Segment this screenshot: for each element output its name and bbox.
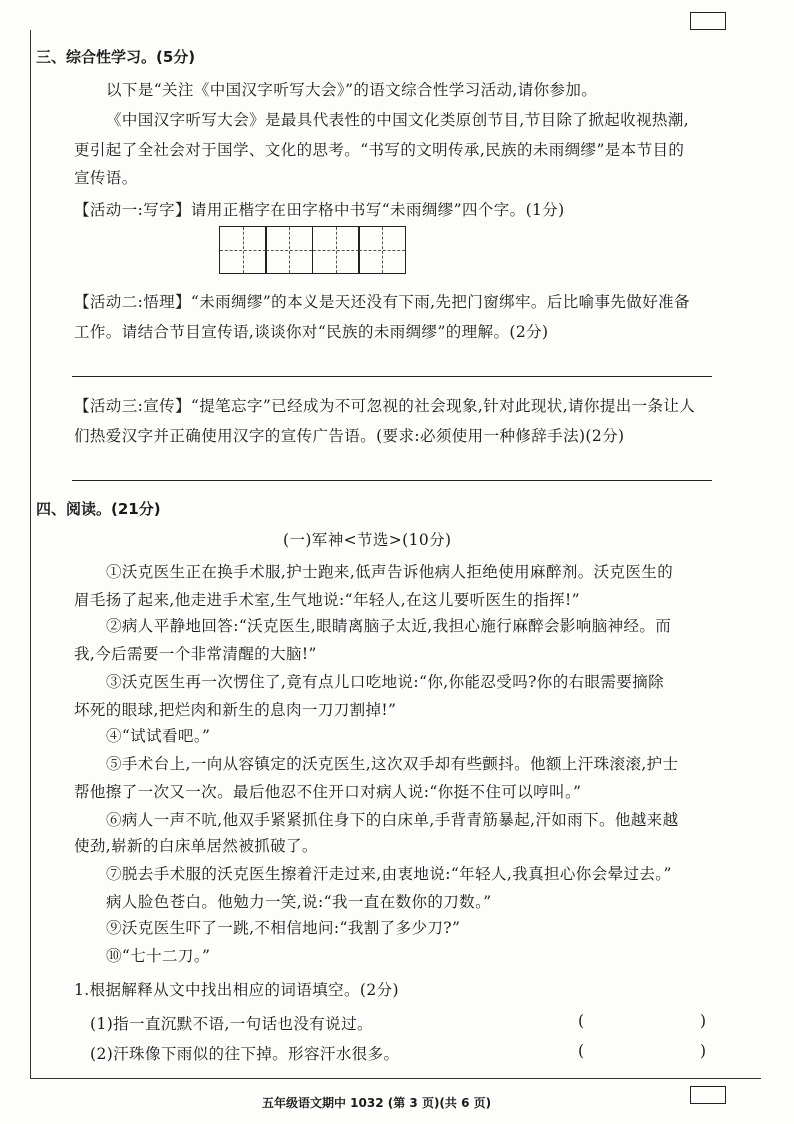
question1-item2: (2)汗珠像下雨似的往下掉。形容汗水很多。	[90, 1045, 400, 1063]
question1-prompt: 1.根据解释从文中找出相应的词语填空。(2分)	[74, 981, 399, 999]
activity2-prompt-line2: 工作。请结合节目宣传语,谈谈你对“民族的未雨绸缪”的理解。(2分)	[74, 323, 549, 341]
section4-heading: 四、阅读。(21分)	[36, 500, 161, 518]
section3-heading: 三、综合性学习。(5分)	[36, 48, 196, 66]
section3-intro: 以下是“关注《中国汉字听写大会》”的语文综合性学习活动,请你参加。	[106, 81, 598, 99]
section3-paragraph-line2: 更引起了全社会对于国学、文化的思考。“书写的文明传承,民族的未雨绸缪”是本节目的	[74, 141, 685, 159]
activity3-answer-line[interactable]	[72, 480, 712, 481]
activity3-prompt-line1: 【活动三:宣传】“提笔忘字”已经成为不可忽视的社会现象,针对此现状,请你提出一条让人	[74, 397, 696, 415]
answer-blank-close[interactable]: )	[700, 1012, 707, 1030]
page-footer: 五年级语文期中 1032 (第 3 页)(共 6 页)	[262, 1096, 492, 1110]
passage-line: 坏死的眼球,把烂肉和新生的息肉一刀刀割掉!”	[74, 701, 397, 719]
tianzige-cell[interactable]	[265, 226, 313, 274]
activity2-answer-line[interactable]	[72, 376, 712, 377]
question1-item1: (1)指一直沉默不语,一句话也没有说过。	[90, 1015, 373, 1033]
section3-paragraph-line3: 宣传语。	[74, 169, 138, 187]
score-box-top	[690, 12, 726, 30]
passage-line: ⑦脱去手术服的沃克医生擦着汗走过来,由衷地说:“年轻人,我真担心你会晕过去。”	[106, 865, 672, 883]
tianzige-grid[interactable]	[220, 226, 406, 274]
passage-line: 使劲,崭新的白床单居然被抓破了。	[74, 837, 318, 855]
passage-line: 我,今后需要一个非常清醒的大脑!”	[74, 645, 317, 663]
activity2-prompt-line1: 【活动二:悟理】“未雨绸缪”的本义是天还没有下雨,先把门窗绑牢。后比喻事先做好准备	[74, 293, 690, 311]
passage-line: ⑥病人一声不吭,他双手紧紧抓住身下的白床单,手背青筋暴起,汗如雨下。他越来越	[106, 811, 679, 829]
passage-line: 病人脸色苍白。他勉力一笑,说:“我一直在数你的刀数。”	[106, 893, 492, 911]
passage-line: ③沃克医生再一次愣住了,竟有点儿口吃地说:“你,你能忍受吗?你的右眼需要摘除	[106, 673, 665, 691]
passage-line: ⑤手术台上,一向从容镇定的沃克医生,这次双手却有些颤抖。他额上汗珠滚滚,护士	[106, 755, 679, 773]
passage-line: ②病人平静地回答:“沃克医生,眼睛离脑子太近,我担心施行麻醉会影响脑神经。而	[106, 617, 672, 635]
passage-line: 眉毛扬了起来,他走进手术室,生气地说:“年轻人,在这儿要听医生的指挥!”	[74, 591, 580, 609]
passage-title: (一)军神<节选>(10分)	[283, 531, 452, 549]
passage-line: ①沃克医生正在换手术服,护士跑来,低声告诉他病人拒绝使用麻醉剂。沃克医生的	[106, 563, 674, 581]
tianzige-cell[interactable]	[219, 226, 267, 274]
answer-blank-open[interactable]: (	[578, 1012, 585, 1030]
tianzige-cell[interactable]	[358, 226, 406, 274]
section3-paragraph-line1: 《中国汉字听写大会》是最具代表性的中国文化类原创节目,节目除了掀起收视热潮,	[106, 111, 690, 129]
passage-line: ⑩“七十二刀。”	[106, 947, 211, 965]
score-box-bottom	[690, 1086, 726, 1104]
passage-line: 帮他擦了一次又一次。最后他忍不住开口对病人说:“你挺不住可以哼叫。”	[74, 783, 582, 801]
activity3-prompt-line2: 们热爱汉字并正确使用汉字的宣传广告语。(要求:必须使用一种修辞手法)(2分)	[74, 427, 625, 445]
answer-blank-close[interactable]: )	[700, 1042, 707, 1060]
activity1-prompt: 【活动一:写字】请用正楷字在田字格中书写“未雨绸缪”四个字。(1分)	[74, 201, 565, 219]
passage-line: ⑨沃克医生吓了一跳,不相信地问:“我割了多少刀?”	[106, 919, 461, 937]
answer-blank-open[interactable]: (	[578, 1042, 585, 1060]
passage-line: ④“试试看吧。”	[106, 727, 211, 745]
tianzige-cell[interactable]	[312, 226, 360, 274]
